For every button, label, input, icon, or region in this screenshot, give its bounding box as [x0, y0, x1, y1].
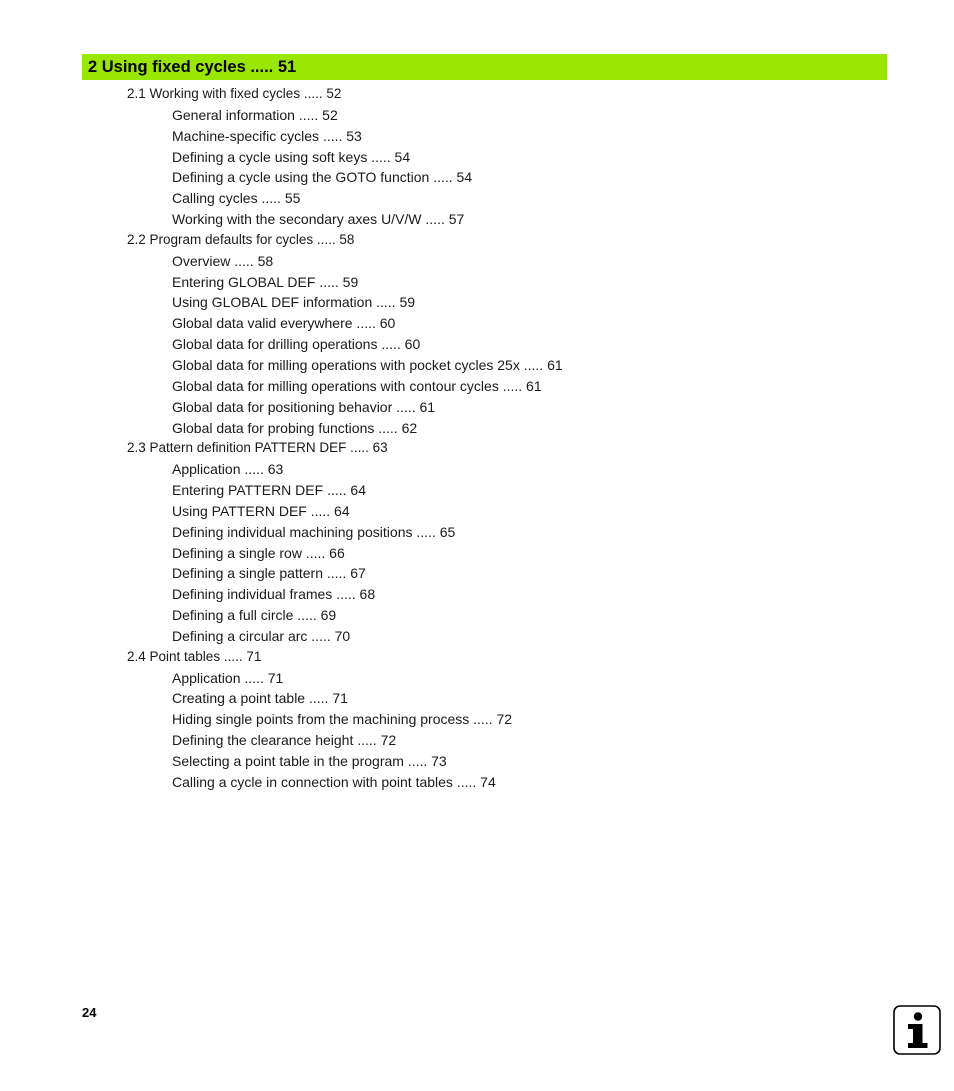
toc-subsection-entry[interactable]: Hiding single points from the machining process ..... 72	[172, 711, 513, 728]
toc-subsection-entry[interactable]: Working with the secondary axes U/V/W ..... 57	[172, 211, 465, 228]
toc-subsection-entry[interactable]: Creating a point table ..... 71	[172, 690, 348, 707]
toc-subsection-entry[interactable]: Entering GLOBAL DEF ..... 59	[172, 273, 359, 290]
toc-subsection-entry[interactable]: Overview ..... 58	[172, 252, 274, 269]
toc-subsection-entry[interactable]: Global data for drilling operations ..... 60	[172, 336, 421, 353]
toc-subsection-entry[interactable]: Using GLOBAL DEF information ..... 59	[172, 294, 416, 311]
chapter-header-bar	[82, 54, 887, 80]
toc-subsection-entry[interactable]: Defining a single row ..... 66	[172, 544, 345, 561]
toc-subsection-entry[interactable]: Machine-specific cycles ..... 53	[172, 127, 362, 144]
toc-subsection-entry[interactable]: Using PATTERN DEF ..... 64	[172, 502, 350, 519]
toc-subsection-entry[interactable]: Defining a circular arc ..... 70	[172, 627, 351, 644]
toc-subsection-entry[interactable]: Defining individual frames ..... 68	[172, 586, 376, 603]
toc-subsection-entry[interactable]: Calling cycles ..... 55	[172, 190, 301, 207]
toc-subsection-entry[interactable]: Defining a single pattern ..... 67	[172, 565, 366, 582]
toc-section-entry[interactable]: 2.3 Pattern definition PATTERN DEF ..... 63	[127, 440, 388, 456]
toc-subsection-entry[interactable]: Global data for probing functions ..... 62	[172, 419, 418, 436]
toc-subsection-entry[interactable]: Defining a cycle using the GOTO function ..... 54	[172, 169, 473, 186]
toc-section-entry[interactable]: 2.2 Program defaults for cycles ..... 58	[127, 231, 355, 247]
toc-subsection-entry[interactable]: Defining a cycle using soft keys ..... 54	[172, 148, 411, 165]
toc-subsection-entry[interactable]: Entering PATTERN DEF ..... 64	[172, 482, 366, 499]
toc-subsection-entry[interactable]: Calling a cycle in connection with point tables ..... 74	[172, 773, 496, 790]
toc-subsection-entry[interactable]: General information ..... 52	[172, 106, 338, 123]
toc-subsection-entry[interactable]: Application ..... 63	[172, 461, 284, 478]
toc-subsection-entry[interactable]: Defining a full circle ..... 69	[172, 607, 337, 624]
toc-section-entry[interactable]: 2.4 Point tables ..... 71	[127, 648, 262, 664]
toc-subsection-entry[interactable]: Defining individual machining positions ..... 65	[172, 523, 456, 540]
toc-subsection-entry[interactable]: Global data for milling operations with pocket cycles 25x ..... 61	[172, 356, 563, 373]
toc-subsection-entry[interactable]: Selecting a point table in the program ..... 73	[172, 753, 447, 769]
toc-subsection-entry[interactable]: Defining the clearance height ..... 72	[172, 732, 397, 749]
chapter-title[interactable]: 2 Using fixed cycles ..... 51	[88, 58, 297, 76]
toc-section-entry[interactable]: 2.1 Working with fixed cycles ..... 52	[127, 86, 342, 101]
page-number: 24	[82, 1005, 97, 1020]
toc-subsection-entry[interactable]: Global data for milling operations with contour cycles ..... 61	[172, 377, 542, 394]
table-of-contents	[0, 84, 954, 793]
info-icon	[893, 1005, 941, 1055]
toc-subsection-entry[interactable]: Application ..... 71	[172, 669, 284, 686]
toc-subsection-entry[interactable]: Global data for positioning behavior ..... 61	[172, 398, 436, 415]
toc-subsection-entry[interactable]: Global data valid everywhere ..... 60	[172, 315, 396, 332]
